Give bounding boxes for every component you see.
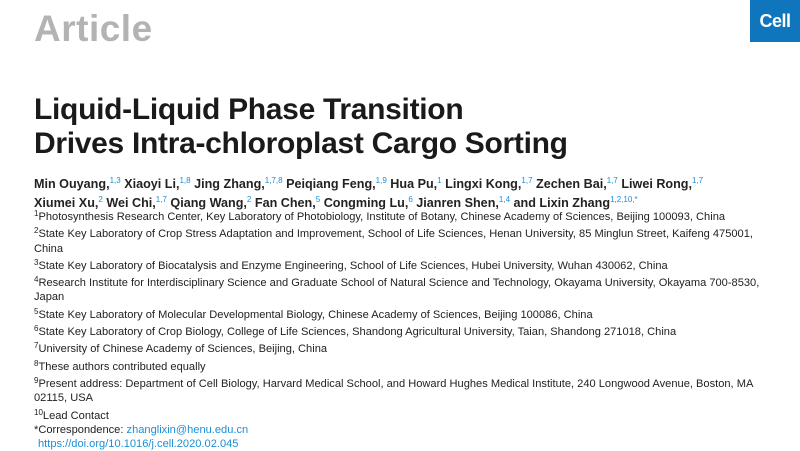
- author: [621, 177, 703, 191]
- affiliation-number: 6: [34, 324, 39, 334]
- author: [445, 177, 532, 191]
- affiliation-text: State Key Laboratory of Crop Biology, College of Life Sciences, Shandong Agricultural University, Taian, Shandong 271018, China: [38, 326, 677, 339]
- affiliation-number: 1: [34, 209, 39, 218]
- affiliation-list: [34, 207, 784, 451]
- author-name: Liwei Rong,: [621, 177, 692, 191]
- author-name: Congming Lu,: [323, 196, 409, 210]
- author-name: Peiqiang Feng,: [286, 177, 376, 191]
- affiliation-text: Research Institute for Interdisciplinary Science and Graduate School of Natural Science and Technology, Okayama University, Okayama 700-8530, Japan: [34, 277, 760, 304]
- article-type-label: Article: [34, 8, 153, 49]
- author-affil-sup[interactable]: 2: [98, 195, 103, 204]
- author-name: Jing Zhang,: [194, 177, 265, 191]
- affiliation-text: State Key Laboratory of Crop Stress Adaptation and Improvement, School of Life Sciences, Henan University, 85 Minglun Street, Kaifeng 475001, China: [34, 228, 753, 255]
- author: [390, 177, 441, 191]
- author-name: Hua Pu,: [390, 177, 438, 191]
- correspondence-email-link[interactable]: zhanglixin@henu.edu.cn: [126, 423, 249, 436]
- author: [124, 177, 190, 191]
- affiliation: [34, 224, 784, 256]
- affiliation: [34, 273, 784, 305]
- author-name: Fan Chen,: [254, 196, 316, 210]
- affiliation-text: Photosynthesis Research Center, Key Laboratory of Photobiology, Institute of Botany, Chinese Academy of Sciences, Beijing 100093, China: [38, 211, 726, 223]
- author-affil-sup[interactable]: 1,9: [375, 176, 387, 185]
- affiliation: [34, 256, 784, 273]
- affiliation: [34, 374, 784, 406]
- author-affil-sup[interactable]: 1,7: [606, 176, 618, 185]
- author: [536, 177, 618, 191]
- affiliation: [34, 406, 784, 423]
- affiliation-number: 8: [34, 358, 39, 368]
- author-name: and Lixin Zhang: [513, 196, 611, 210]
- affiliation-number: 3: [34, 257, 39, 267]
- affiliation-text: Present address: Department of Cell Biology, Harvard Medical School, and Howard Hughes Medical Institute, 240 Longwood Avenue, Boston, MA 02115, USA: [34, 377, 753, 405]
- affiliation-text: State Key Laboratory of Biocatalysis and Enzyme Engineering, School of Life Sciences, Hubei University, Wuhan 430062, China: [38, 259, 668, 272]
- affiliation-number: 4: [34, 275, 39, 285]
- title-line: Drives Intra-chloroplast Cargo Sorting: [34, 127, 568, 160]
- author-name: Xiaoyi Li,: [124, 177, 180, 191]
- affiliation: [34, 339, 784, 356]
- affiliation: [34, 322, 784, 339]
- affiliation-number: 2: [34, 226, 39, 236]
- affiliation-text: Lead Contact: [42, 409, 109, 422]
- correspondence-label: *Correspondence:: [34, 423, 127, 436]
- affiliation: [34, 357, 784, 374]
- author-affil-sup[interactable]: 6: [408, 195, 413, 204]
- author: [34, 177, 121, 191]
- paper-title: [34, 93, 734, 161]
- author-affil-sup[interactable]: 1,3: [109, 176, 121, 185]
- affiliation-number: 7: [34, 341, 39, 351]
- author-name: Jianren Shen,: [416, 196, 499, 210]
- affiliation: [34, 207, 784, 224]
- doi-link[interactable]: https://doi.org/10.1016/j.cell.2020.02.045: [38, 438, 239, 451]
- author-affil-sup[interactable]: 1,2,10,*: [610, 195, 638, 204]
- author-affil-sup[interactable]: 1,7: [692, 176, 704, 185]
- author-affil-sup[interactable]: 2: [246, 195, 252, 204]
- author-affil-sup[interactable]: 1,4: [498, 195, 511, 204]
- affiliation-text: State Key Laboratory of Molecular Developmental Biology, Chinese Academy of Sciences, Beijing 100086, China: [38, 308, 593, 321]
- author-affil-sup[interactable]: 1,7,8: [264, 176, 283, 185]
- title-line: Liquid-Liquid Phase Transition: [34, 93, 464, 126]
- correspondence: [34, 423, 784, 437]
- author-name: Zechen Bai,: [536, 177, 607, 191]
- author-affil-sup[interactable]: 1: [437, 176, 442, 185]
- author-name: Lingxi Kong,: [445, 177, 522, 191]
- author-affil-sup[interactable]: 1,8: [179, 176, 191, 185]
- affiliation: [34, 305, 784, 322]
- author-name: Xiumei Xu,: [34, 196, 99, 210]
- author: [286, 177, 387, 191]
- affiliation-number: 9: [34, 375, 39, 385]
- author-list: [34, 173, 784, 211]
- author-name: Qiang Wang,: [170, 196, 247, 210]
- author-name: Wei Chi,: [106, 196, 156, 210]
- affiliation-text: These authors contributed equally: [38, 360, 206, 373]
- author: [194, 177, 282, 191]
- author-name: Min Ouyang,: [34, 177, 110, 191]
- cell-logo: Cell: [750, 0, 800, 42]
- author-affil-sup[interactable]: 5: [315, 195, 321, 204]
- author-affil-sup[interactable]: 1,7: [521, 176, 533, 185]
- affiliation-number: 5: [34, 306, 39, 316]
- affiliation-number: 10: [34, 407, 43, 417]
- author-affil-sup[interactable]: 1,7: [155, 195, 167, 204]
- affiliation-text: University of Chinese Academy of Sciences, Beijing, China: [38, 343, 328, 356]
